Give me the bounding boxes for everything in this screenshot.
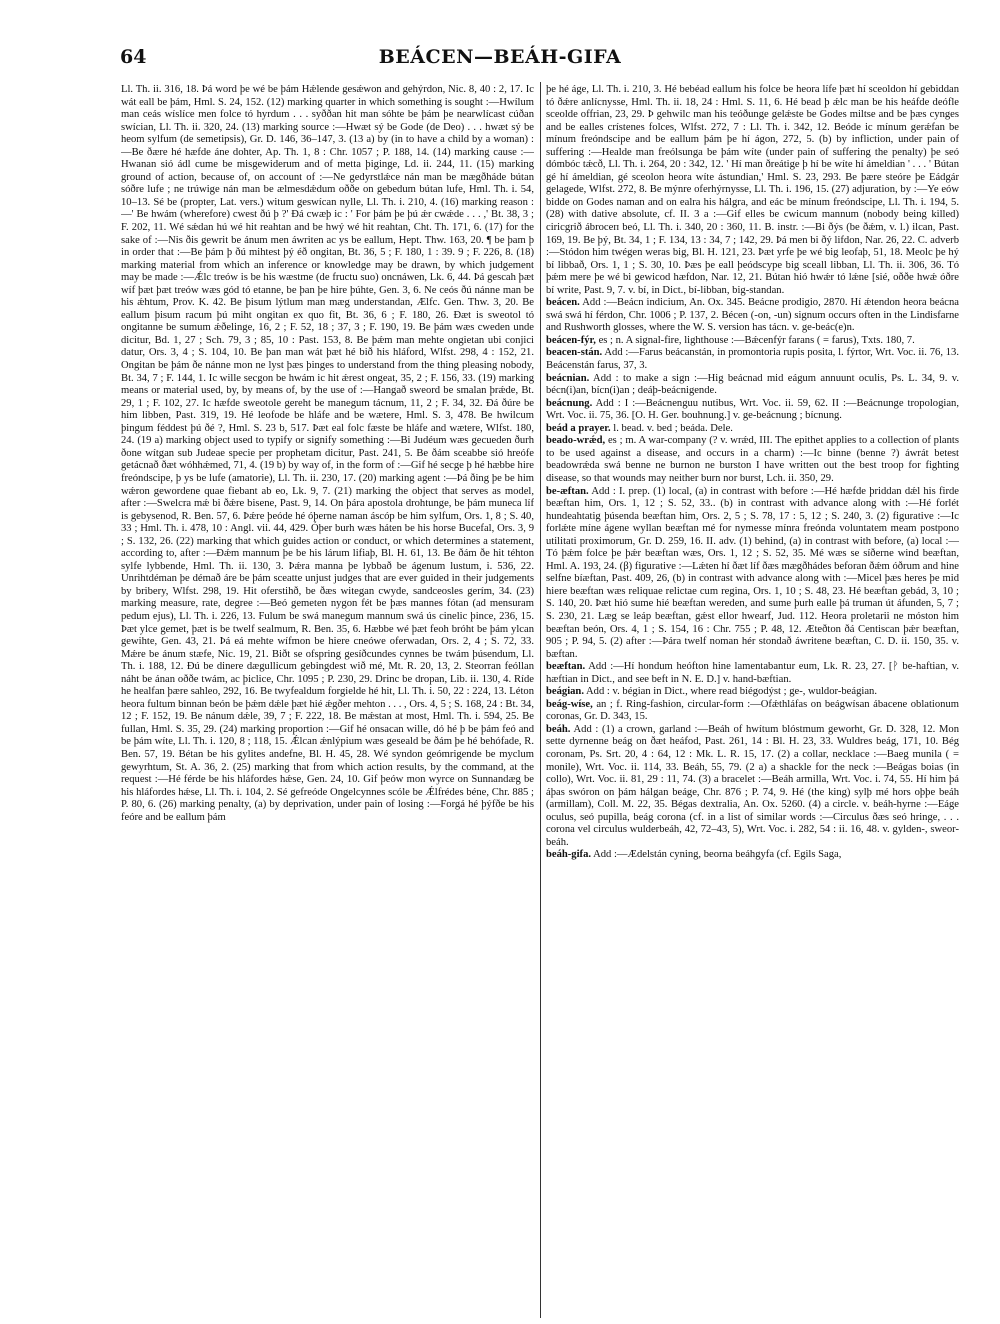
right-column [546,84,959,1320]
headword: beáh-gifa. [546,849,592,861]
headword: beacen-stán. [546,347,603,359]
entry-beah-gifa: beáh-gifa. Add :—Ædelstán cyning, beorna beáhgyfa (cf. Egils Saga, [546,849,842,861]
headword: beácen-fýr, [546,334,596,346]
entry-beado-wraed: beado-wrǽd, es ; m. A war-company (? v. wrǽd, III. The epithet applies to a collection of plants to be used against a disease, and occurs in a charm) :—Ic binne (benne ?) áwrát betest beadowrǽda swá benne ne burnon ne burston I have written out the best troop for fighting disease, so that wounds may neither burn nor burst, Lch. ii. 350, 29. [546,435,959,484]
entry-beacen: beácen. Add :—Beácn indicium, An. Ox. 345. Beácne prodigio, 2870. Hí ǽtendon heora beácna swá swá hí férdon, Chr. 1006 ; P. 137, 2. Bécen (-on, -un) signum occurs often in the Lindisfarne and Rushworth glosses, where the W. S. version has tácn. v. ge-beác(e)n. [546,297,959,334]
column-divider [540,82,541,1318]
page-header [120,46,880,78]
entry-continuation: Ll. Th. ii. 316, 18. Þá word þe wé be þám Hǽlende gesǽwon and gehýrdon, Nic. 8, 40 : 2, 17. Ic wát eall be þám, Hml. S. 24, 152. (12) marking quarter in which something is sought :—Hwílum man ceás wíslíce men folce tó hyrdum . . . syððan hit man sóhte be þám þe nearwlícast cúðan swícian, Ll. Th. ii. 320, 24. (13) marking source :—Hwæt sý be Gode (de Deo) . . . hwæt sý be heom sylfum (de semetipsis), Gr. D. 146, 36–147, 3. (13 a) by (in to have a child by a woman) :—Be ðære hé hæfde áne dohter, Ap. Th. 1, 8 : Chr. 1057 ; P. 188, 14. (14) marking cause :—Hwanan sió ádl cume be misgewiderum and of metta þigingе, Ld. ii. 244, 11. (15) marking ground of action, because of, on account of :—Ne gedyrstlǽce nán man be mægðháde bútan sóðre lufe ; ne trúwige nán man be ælmesdǽdum oððe on gebedum bútan lufe, Hml. Th. i. 54, 10–13. Sé be (propter, Lat. vers.) witum geswícan nylle, Ll. Th. i. 210, 4. (16) marking reason :—' Be hwám (wherefore) cwest ðú þ ?' Ðá cwæþ ic : ' For þám þe þú ǽr cwǽde . . . ,' Bt. 38, 3 ; F. 202, 11. Wé sǽdan hú wé hit reahtan and be hwý wé hit reahtan, Cht. Th. 171, 6. (17) for the sake of :—Nis ðis gewrit be ánum men áwriten ac ys be eallum, Hept. Thw. 163, 20. ¶ be þam þ in order that :—Be þám þ ðú mihtest þý éð ongitan, Bt. 36, 5 ; F. 180, 1 : 39. 9 ; F. 226, 8. (18) marking material from which an inference or knowledge may be drawn, by which judgement may be made :—Ǽlc treów is be his wæstme (de fructu suo) oncnáwen, Lk. 6, 44. Þá gescah þæt wíf þæt þæt treów wæs gód tó etanne, be þan þe hire þúhte, Gen. 3, 6. Ne ceós ðú nánne man be his ǽhtum, Prov. K. 42. Be þisum lýtlum man mæg understandan, Ælfc. Gen. Thw. 3, 20. Be eallum þisum racum þú miht ongitan ex quo fit, Bt. 36, 6 ; F. 180, 26. Ðæt is sweotol tó ongitanne be sumum ǽðelinge, 16, 2 ; F. 52, 18 ; 37, 3 ; F. 190, 19. Be þám wæs cweden unde dicitur, Bd. 1, 27 ; Sch. 79, 3 ; 85, 10 : Past. 153, 8. Be þǽm man mehte ongietan ubi conjici datur, Ors. 3, 4 ; S. 104, 10. Be þan man wát þæt hé bið his hláford, Wlfst. 298, 4 : 152, 21. Ongitan be þám ðe nánne mon ne lyst þæs þinges to understand from the thing pleasing nobody, Bt. 34, 7 ; F. 144, 1. Ic wille secgon be hwám ic hit ǽrest ongeat, 35, 2 ; F. 156, 33. (19) marking means or material used, by, by means of, by the use of :—Hangað sweord be smalan þrǽde, Bt. 29, 1 ; F. 102, 27. Ic hæfde sweotole gereht be manegum tácnum, 11, 2 ; F. 34, 32. Ðá ðúre be him libben, Past. 319, 19. Hé leofode be hláfe and be wætere, Hml. S. 3, 478. Be hwilcum þingum féddest þú ðé ?, Hml. S. 23 b, 517. Þæt eal folc fæste be hláfe and wætere, Wlfst. 180, 24. (19 a) marking object used to typify or signify something :—Bi Judéum wæs gecueden ðurh ðone wítgan sub Judeae specie per prophetam dicitur, Past. 241, 5. Be ðám sceabbe sió hreófe getácnað ðæt wóhhǽmed, 71, 4. (19 b) by way of, in the form of :—Gif hé secge þ hé hæbbe hire freóndscipe, þ ys be lufe (amatorie), Ll. Th. ii. 230, 17. (20) marking agent :—Þá ðing þe be him wǽron gewordene quae fiebant ab eo, Lk. 9, 7. (21) marking the object that serves as model, after :—Swelcra mǽ bi ðǽre bisene, Past. 9, 14. On þára apostola drohtunge, be þám muneca líf is gebysenod, R. Ben. 57, 6. Þǽre þeóde hé óþerne naman áscóp be him sylfum, Ors. 1, 8 ; S. 40, 33 ; Hml. Th. i. 478, 10 : Angl. vii. 44, 429. Óþer burh wæs háten be his horse Bucefal, Ors. 3, 9 ; S. 132, 26. (22) marking that which guides action or conduct, or which determines a statement, according to, after :—Ðǽm mannum þe be his lárum lifiaþ, Bl. H. 61, 13. Be ðám ðe hit téhton sylfe lybbende, Hml. Th. ii. 130, 3. Þǽra manna þe lybbað be ágenum lustum, i. 536, 22. Unrihtdéman þe démað áre be þám sceatte unjust judges that are ever guided in their judgements by bribery, Wlfst. 298, 19. Hit oferstihð, be ðæs witegan cwyde, sandceosles gerím, 34. (23) marking measure, rate, degree :—Beó gemeten nygon fét be þæs mannes fótan (ad mensuram pedum ejus), Ll. Th. i. 226, 13. Fulum be swá manegum mannum swá ús cinelic þince, 236, 15. Þæt ylce gemet, þæt is be twelf sealmum, R. Ben. 35, 6. Hæbbe wé þæt feoh bróht be þám ylcan gewihte, Gen. 43, 21. Þá eá mehte wífmon be hiere cneówe oferwadan, Ors. 2, 4 ; S. 72, 33. Mǽre be ánum stæfe, Nic. 19, 21. Biðt se ofspring gesíðcundes cynnes be twám þúsendum, Ll. Th. i. 188, 12. Ðú be dinere dægullicum gebingdest wið mé, Mt. R. 20, 13, 2. Steorran feóllan náht be ánan oððe twám, ac þicliсe, Chr. 1095 ; P. 230, 29. Drinc be dropan, Lib. ii. 130, 4. Ríde he healfan þære sahlеo, 292, 16. Be twyfealdum forgielde hé hit, Ll. Th. i. 50, 22 : 224, 13. Létоn heora fultum binnan beón be þǽm dǽle þæt hié ǽgðer mehton . . . , Ors. 4, 5 ; S. 168, 24 : Bt. 34, 12 ; F. 152, 19. Be nánum dǽle, 39, 7 ; F. 222, 18. Be mǽstan at most, Hml. Th. i. 594, 25. Be fullan, Hml. S. 35, 29. (24) marking proportion :—Gif hé onsacan wille, dó hé þ be þám feó and be þám wíte, Ll. Th. i. 120, 8 ; 118, 15. Ǽlcan ǽnlýpium wæs geseald be ðám þe hé behófade, R. Ben. 57, 19. Bétan be his gylites andefne, Bl. H. 45, 28. Wé syndon geómrigende be myclum gewyrhtum, St. A. 36, 2. (25) marking that from which action results, by the command, at the request :—Hé férde be his hláfordes hǽse, Gen. 24, 10. Gif þeów mon wyrce on Sunnandæg be his hláfordes hǽse, Ll. Th. i. 104, 2. Sé gefreóde Ongelcynnes scóle be Ǽlfrédes béne, Chr. 885 ; P. 80, 6. (26) marking penalty, (a) by deprivation, under pain of losing :—Forgá hé þýfðe be his feóre and be eallum þám [121,84,534,823]
running-head: BEÁCEN—BEÁH-GIFA [378,46,622,68]
entry-beacnung: beácnung. Add : I :—Beácnenguu nutibus, Wrt. Voc. ii. 59, 62. II :—Beácnunge tropologian, Wrt. Voc. ii. 75, 36. [O. H. Ger. bouhnung.] v. ge-beácnung ; bícnung. [546,397,959,422]
headword: beágian. [546,686,584,698]
entry-beagian: beágian. Add : v. bégian in Dict., where read biégodýst ; ge-, wuldor-beágian. [546,686,877,698]
entry-bead: beád a prayer. l. bead. v. bed ; beáda. Dele. [546,422,733,434]
entry-continuation: þe hé áge, Ll. Th. i. 210, 3. Hé bebéad eallum his folce be heora lífe þæt hí sceoldon hí gebiddan tó ðǽre anlícnysse, Hml. Th. ii. 18, 24 : Hml. S. 11, 6. Hé bead þ ǽlc man be his heáfde deófle sceolde offrian, 23, 29. Þ gehwilc man his teóðunge gelǽste be Godes miltse and be þæs cynges and be ealles crístenes folces, Wlfst. 272, 7 : Ll. Th. i. 342, 12. Beóde ic mínum gerǽfan be mínum freóndscipe and be eallum þám þe hí ágon, 272, 5. (b) by infliction, under pain of suffering :—Healde man freólsunga be þám wíte (under pain of suffering the penalty) þe seó dómbóc tǽcð, Ll. Th. i. 264, 20 : 342, 12. ' Hí man ðreátige þ hí be wíte hí ámeldian ' . . . ' Bútan gé hí ámeldian, gé sceolon heora wíte ástundian,' Hml. S. 23, 293. Be þære steóre þe Eádgár gelagede, Wlfst. 272, 8. Be mýnre oferhýrnysse, Ll. Th. i. 196, 15. (27) adjuration, by :—Ye eów bidde on Godes naman and on ealra his hálgra, and eác be mínum freóndscipe, Ll. Th. i. 194, 5. (28) with dative absolute, cf. II. 3 a :—Gif elles be cwicum mannum (nobody being killed) ciricgrið ábroceп beó, Ll. Th. i. 340, 20 : 360, 11. B. instr. :—Bi ðýs (be ðǽm, v. l.) ilcan, Past. 169, 19. Be þý, Bt. 34, 1 ; F. 134, 13 : 34, 7 ; 142, 29. Þá men bi ðý lifdon, Nar. 26, 22. C. adverb :—Stódon him twégen weras big, Bl. H. 121, 23. Þæt yrfe þe wé big leofaþ, 51, 18. Meolc þe hý bí libbað, Ors. 1, 1 ; S. 30, 10. Þæs þe eall þeódscype big sceall libban, Ll. Th. ii. 306, 36. Tó þǽm mere þe wé bi gewiсod hæfdon, Nar. 12, 21. Bútan hió hwǽr tó lǽne [sié, oððe hwǽ óðre bí write, Past. 9, 7. v. bí, in Dict., bí-libban, big-standan. [546,84,959,296]
headword: beág-wíse, [546,698,593,710]
entry-be-aeftan: be-æftan. Add : I. prep. (1) local, (a) in contrast with before :—Hé hæfde þriddan dǽl his firde beæftan him, Ors. 1, 12 ; S. 52, 33.. (b) in contrast with advance along with :—Hé forlét hundeahtatig þúsenda beæftan him, Ors. 2, 5 ; S. 78, 17 : 5, 12 ; S. 240, 3. (2) figurative :—Ic forlǽte míne ágene wyllan beæftan mé for nymesse mínra freónda voluntatem meam postpono utilitati proximorum, Gr. D. 259, 16. II. adv. (1) behind, (a) in contrast with before, (a) local :—Tó þǽm folce þe þǽr beæftan wæs, Ors. 1, 12 ; S. 52, 35. Mé wæs se síðerne wind beæftan, Hml. A. 193, 24. (β) figurative :—Lǽten hí ðæt líf ðæs mægðhádes beforan ðǽm óðrum and hine selfne bíæftan, Past. 409, 26, (b) in contrast with advance along with :—Micel þæs heres þe mid hiere beæftan wæs reliquae relictae cum regina, Ors. 1, 10 ; S. 48, 23. Hé beæftan gebád, 3, 10 ; S. 140, 20. Þæt hió sume hié beæftan wereden, and sume þurh ealle þá truman út áfunden, 5, 7 ; S. 230, 21. Læg se leáp beæftan, gǽst ellor hwearf, Jud. 112. Heora proletarii ne móston him beæftan beón, Ors. 4, 1 ; S. 154, 16 : Chr. 755 ; P. 48, 12. Æteðton ðá Centiscan þǽr beæftan, 905 ; P. 94, 5. (2) after :—Þára twelf noman hér stondað áwritene beæftan, C. D. ii. 150, 35. v. bæftan. [546,485,959,660]
headword: beácnung. [546,397,593,409]
entry-beacnian: beácnian. Add : to make a sign :—Hig beácnad mid eágum annuunt oculis, Ps. L. 34, 9. v. bécn(i)an, bícn(i)an ; deáþ-beácnigende. [546,372,959,397]
headword: beado-wrǽd, [546,435,606,447]
headword: be-æftan. [546,485,589,497]
entry-beaeftan: beæftan. Add :—Hí hondum heófton hine lamentabantur eum, Lk. R. 23, 27. [ᚹ be-haftian, v. hæftian in Dict., and see beft in N. E. D.] v. hand-bæftian. [546,661,959,685]
entry-beacen-stan: beacen-stán. Add :—Farus beácanstán, in promontoria rupis posita, l. fýrtor, Wrt. Voc. ii. 76, 13. Beácenstán farus, 37, 3. [546,347,959,372]
left-column [121,84,534,1320]
entry-beah: beáh. Add : (1) a crown, garland :—Beáh of hwítum blóstmum geworht, Gr. D. 328, 12. Mon sette dyrnenne beág on ðæt heáfod, Past. 261, 14 : Bl. H. 23, 33. Wuldres beág, 171, 10. Bég coronam, Ps. Srt. 20, 4 : 64, 12 : Mk. L. R. 15, 17. (2) a collar, necklace :—Baeg munila ( = monile), Wrt. Voc. ii. 114, 33. Beáh, 55, 79. (2 a) a shackle for the neck :—Beágas boias (in collo), Wrt. Voc. ii. 81, 29 : 11, 74. (3) a bracelet :—Beáh armilla, Wrt. Voc. i. 74, 55. Hí him þá áþas swóron on þám hálgan beáge, Chr. 876 ; P. 74, 9. Hé (the king) sylþ mé hors oþþe beáh (armillam), Coll. M. 22, 35. Bégas dextralia, An. Ox. 5260. (4) a circle. v. beáh-hyrne :—Eáge oculus, seó pupilla, beág corona (cf. in a list of similar words :—Circulus ðæs seó hringe, . . . corona vel circulus wulderbeáh, 42, 72–43, 5), Wrt. Voc. i. 282, 54 : ii. 16, 48. v. gylden-, sweor-beáh. [546,723,959,848]
page-number: 64 [120,46,147,68]
headword: beácen. [546,297,580,309]
entry-beag-wise: beág-wíse, an ; f. Ring-fashion, circular-form :—Ofǽthláfas on beágwísan ábacene oblationum coronas, Gr. D. 343, 15. [546,698,959,723]
headword: beád a prayer. [546,422,611,434]
headword: beæftan. [546,661,586,673]
entry-beacen-fyr: beácen-fýr, es ; n. A signal-fire, lighthouse :—Bǽcenfýr farans ( = farus), Txts. 180, 7. [546,334,915,346]
headword: beáh. [546,723,571,735]
headword: beácnian. [546,372,590,384]
